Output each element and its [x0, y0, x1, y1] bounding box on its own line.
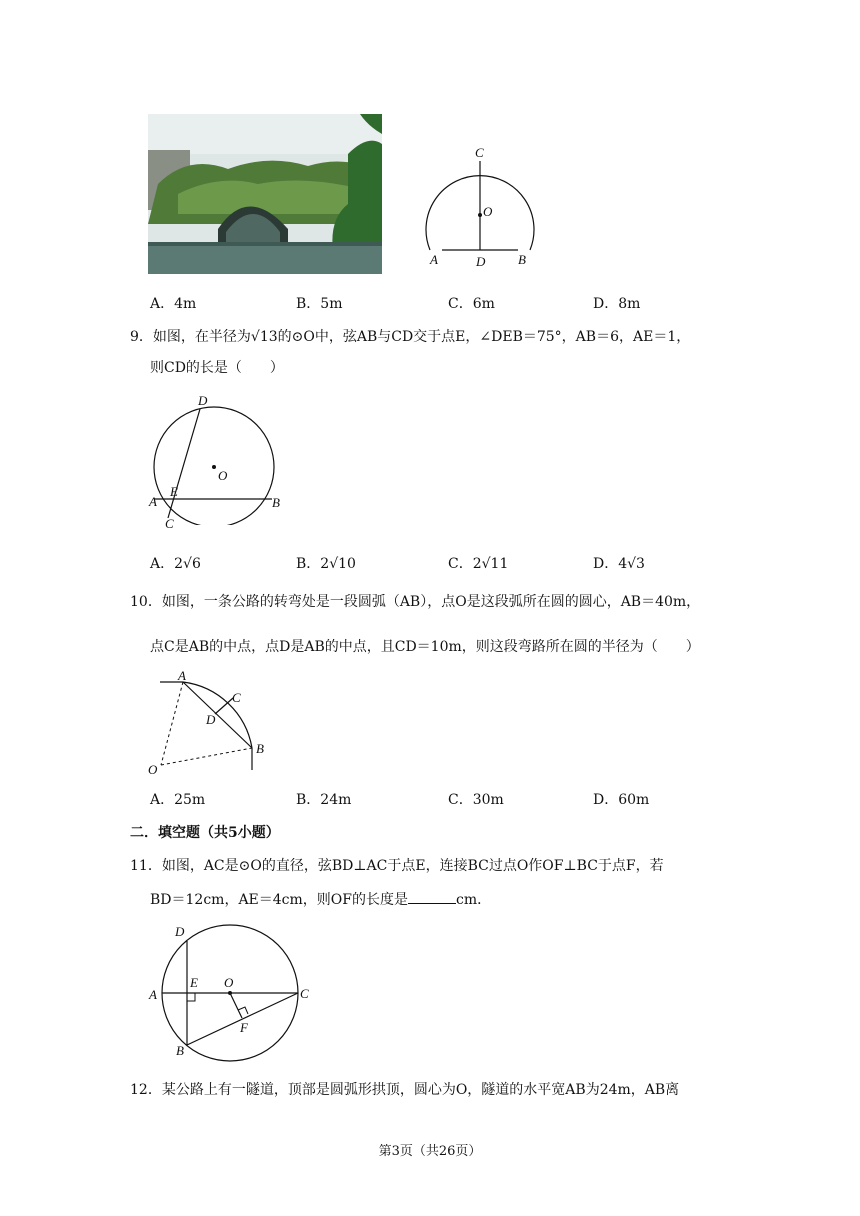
q9-label-b: B [272, 495, 280, 510]
q8-option-c[interactable]: C．6m [448, 296, 495, 312]
q11-label-c: C [300, 986, 309, 1001]
q10-label-a: A [178, 668, 186, 683]
q10-label-o: O [148, 762, 158, 777]
q11-label-b: B [176, 1043, 184, 1058]
q11-stem-line2-text: BD＝12cm，AE＝4cm，则OF的长度是 [150, 892, 408, 908]
q11-label-a: A [149, 987, 157, 1002]
q9-label-a: A [149, 494, 157, 509]
q9-circle-diagram [148, 395, 288, 525]
page-footer: 第3页（共26页） [378, 1144, 482, 1159]
q8-option-a[interactable]: A．4m [150, 296, 197, 312]
q10-option-c[interactable]: C．30m [448, 792, 504, 808]
q8-option-d[interactable]: D．8m [593, 296, 641, 312]
q10-stem-line1: 10．如图，一条公路的转弯处是一段圆弧（AB），点O是这段弧所在圆的圆心，AB＝40m， [130, 594, 701, 610]
q9-label-d: D [198, 393, 208, 408]
q8-label-d: D [476, 254, 486, 269]
q8-label-c: C [475, 145, 484, 160]
q11-stem-line1: 11．如图，AC是⊙O的直径，弦BD⊥AC于点E，连接BC过点O作OF⊥BC于点F，若 [130, 858, 664, 874]
q10-stem-line2: 点C是AB的中点，点D是AB的中点，且CD＝10m，则这段弯路所在圆的半径为（ ） [150, 639, 700, 655]
q11-circle-diagram [150, 920, 310, 1065]
q12-stem-line1: 12．某公路上有一隧道，顶部是圆弧形拱顶，圆心为O，隧道的水平宽AB为24m，AB离 [130, 1082, 680, 1098]
q11-label-e: E [190, 975, 198, 990]
q9-option-c[interactable]: C．2√11 [448, 556, 509, 572]
q10-label-b: B [256, 741, 264, 756]
q11-unit: cm． [456, 892, 492, 908]
q9-stem-line2: 则CD的长是（ ） [150, 360, 284, 376]
bridge-photo [148, 114, 382, 274]
q10-label-c: C [232, 690, 241, 705]
q10-option-a[interactable]: A．25m [150, 792, 206, 808]
q10-option-d[interactable]: D．60m [593, 792, 650, 808]
q10-option-b[interactable]: B．24m [296, 792, 352, 808]
q11-label-f: F [240, 1020, 248, 1035]
q8-option-b[interactable]: B．5m [296, 296, 343, 312]
q10-label-d: D [206, 712, 216, 727]
q8-label-o: O [483, 204, 493, 219]
q9-label-e: E [170, 484, 178, 499]
q9-label-c: C [165, 516, 174, 531]
q9-option-a[interactable]: A．2√6 [150, 556, 201, 572]
q9-stem-line1: 9．如图，在半径为√13的⊙O中，弦AB与CD交于点E，∠DEB＝75°，AB＝6，AE＝1， [130, 329, 691, 345]
section-heading-fill-in: 二．填空题（共5小题） [130, 825, 280, 841]
q11-answer-blank[interactable] [408, 889, 456, 904]
q11-label-d: D [175, 924, 185, 939]
q8-label-b: B [518, 252, 526, 267]
q8-label-a: A [430, 252, 438, 267]
q9-option-d[interactable]: D．4√3 [593, 556, 645, 572]
q9-label-o: O [218, 468, 228, 483]
q9-option-b[interactable]: B．2√10 [296, 556, 356, 572]
q11-stem-line2 [150, 889, 491, 910]
q11-label-o: O [224, 975, 234, 990]
